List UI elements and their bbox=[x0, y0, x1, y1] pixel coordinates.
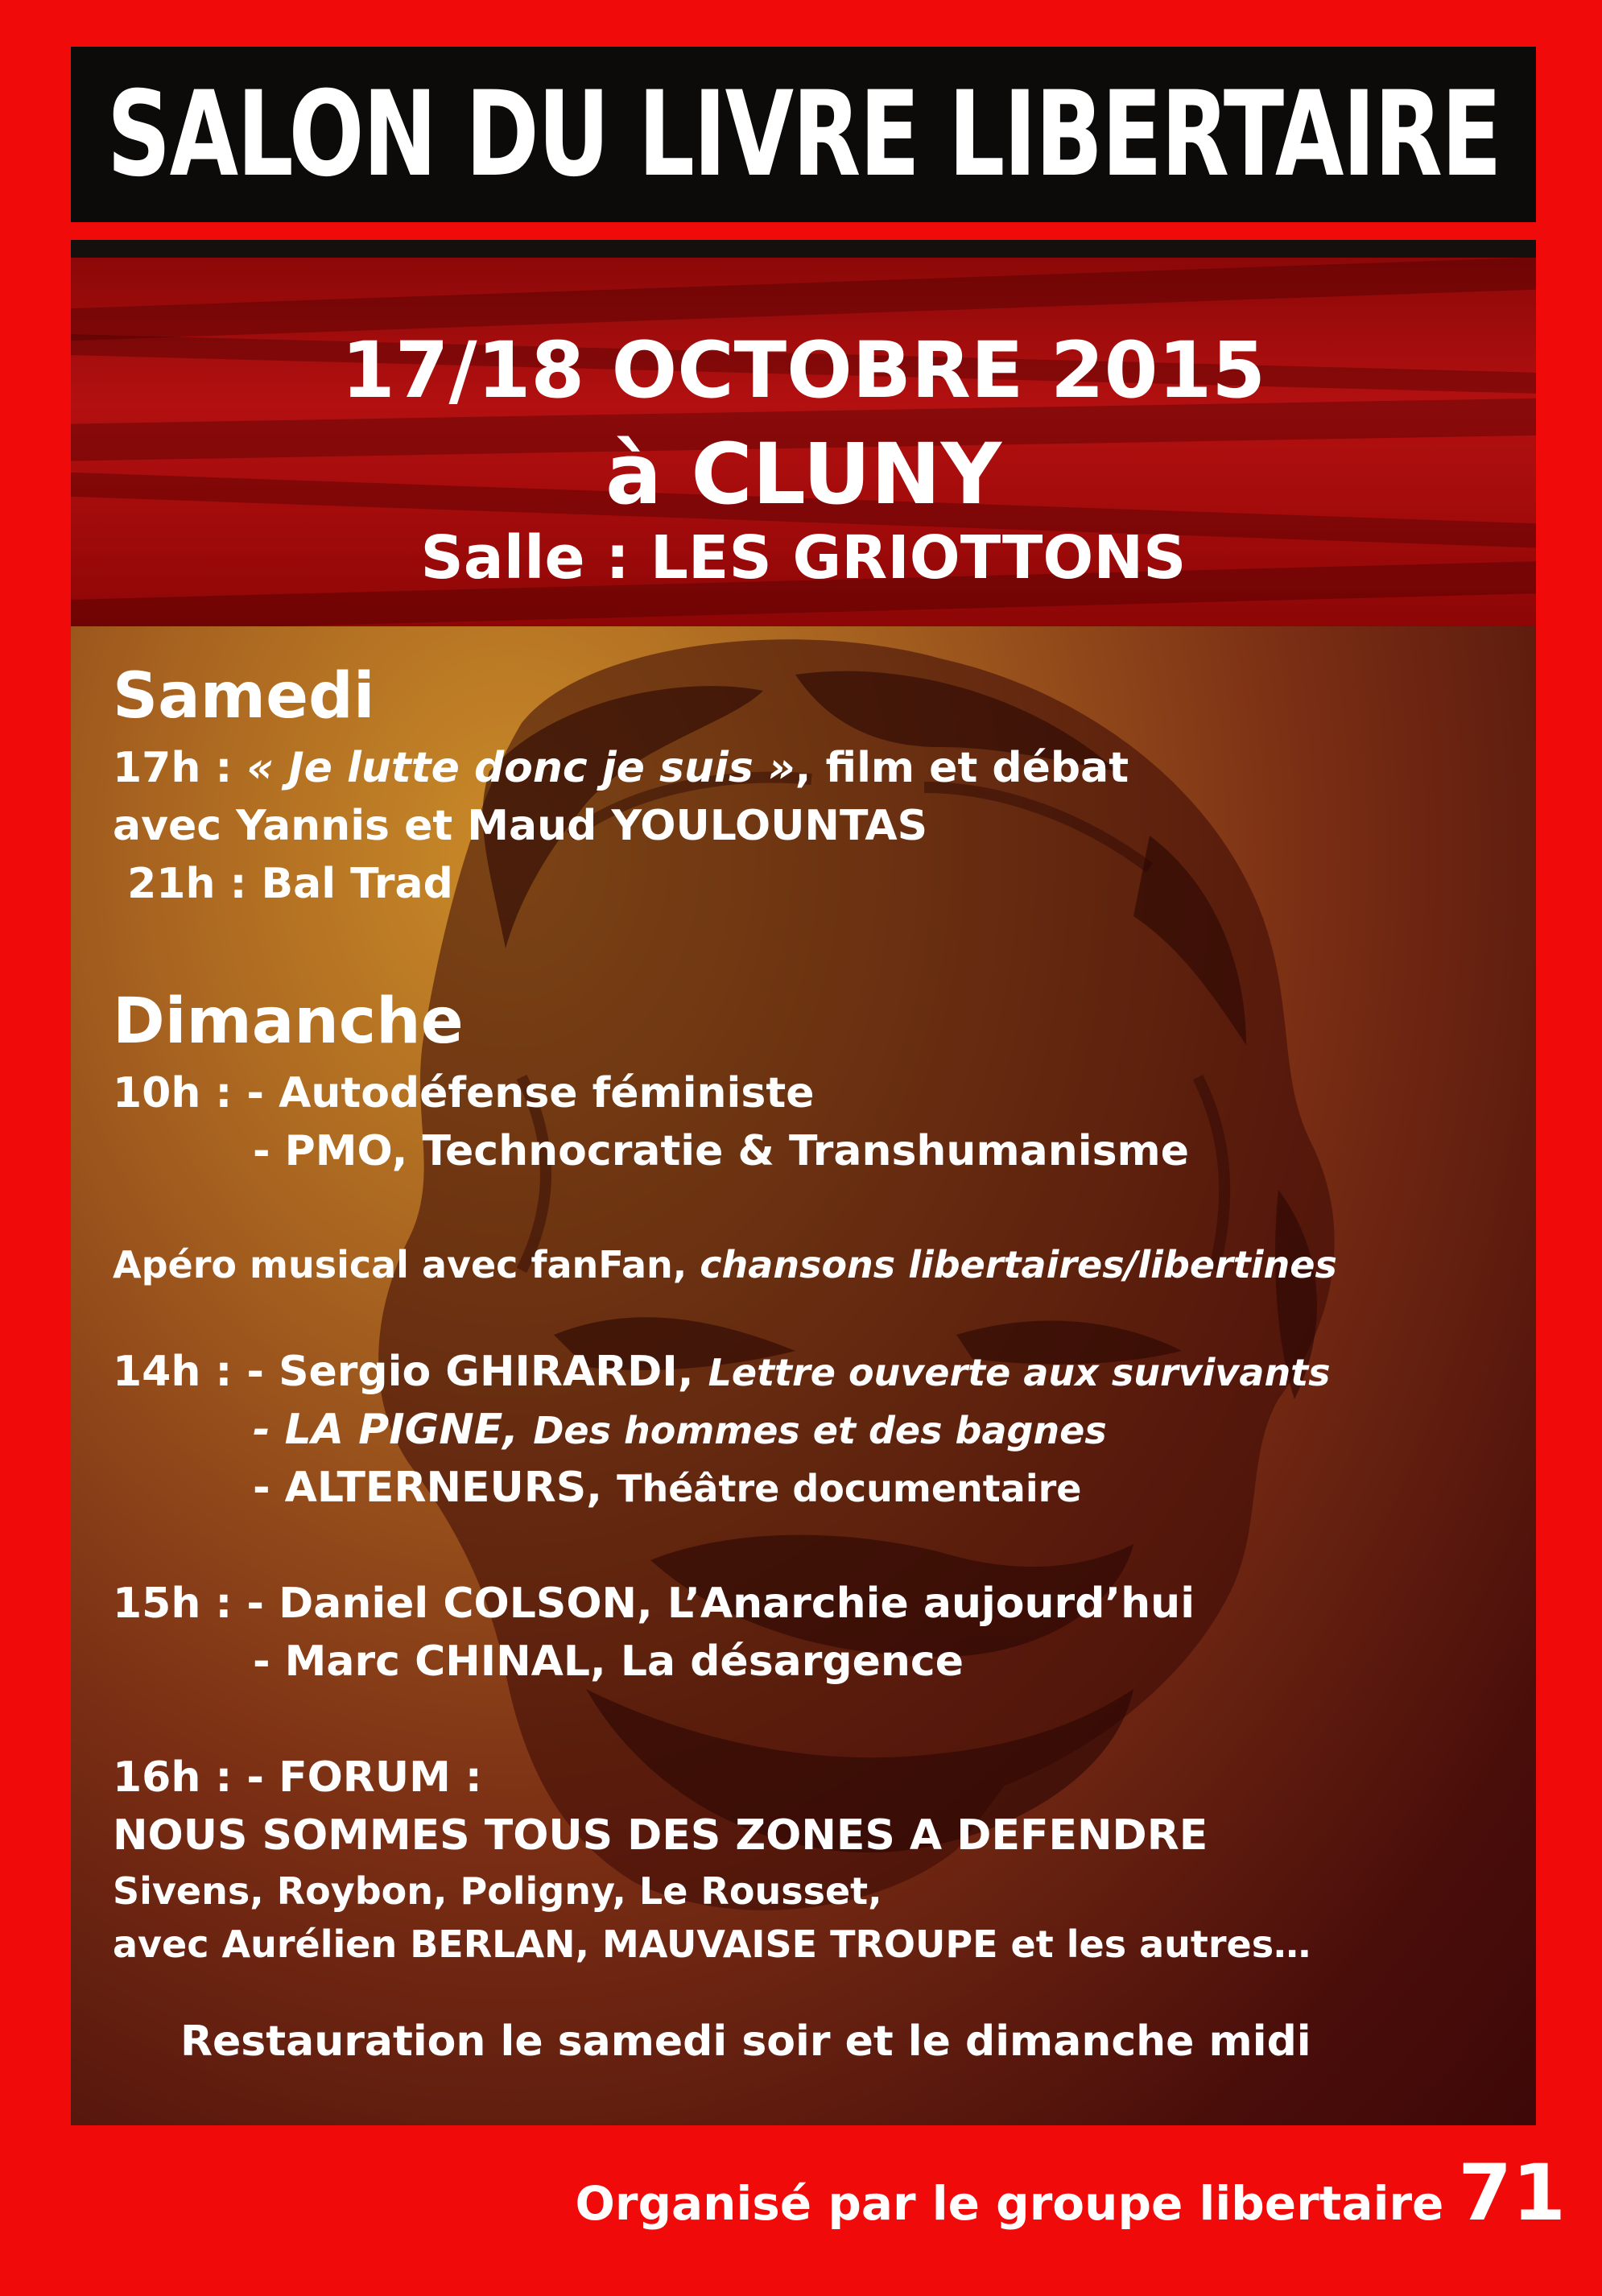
apero-main: Apéro musical avec fanFan, bbox=[113, 1243, 700, 1286]
film-desc: , film et débat bbox=[795, 744, 1129, 792]
event-place: à CLUNY bbox=[605, 425, 1002, 523]
saturday-line-21h: 21h : Bal Trad bbox=[113, 860, 453, 908]
sunday-10h-b: - PMO, Technocratie & Transhumanisme bbox=[253, 1127, 1189, 1175]
film-title: « Je lutte donc je suis » bbox=[246, 744, 795, 792]
organizer-label: Organisé par le groupe libertaire bbox=[575, 2176, 1444, 2231]
sunday-16h-c: Sivens, Roybon, Poligny, Le Rousset, bbox=[113, 1869, 882, 1913]
event-venue: Salle : LES GRIOTTONS bbox=[420, 523, 1187, 593]
time-17h: 17h : bbox=[113, 744, 247, 792]
saturday-heading: Samedi bbox=[113, 660, 375, 733]
apero-line bbox=[113, 1243, 1337, 1286]
catering-note: Restauration le samedi soir et le dimanche midi bbox=[180, 2017, 1311, 2066]
footer bbox=[0, 2125, 1602, 2296]
sunday-16h-d: avec Aurélien BERLAN, MAUVAISE TROUPE et les autres… bbox=[113, 1922, 1311, 1966]
sunday-heading: Dimanche bbox=[113, 985, 464, 1058]
poster-title: SALON DU LIVRE LIBERTAIRE bbox=[106, 66, 1501, 203]
divider-line bbox=[71, 240, 1536, 258]
sunday-14h-b-main: - LA PIGNE, bbox=[253, 1406, 534, 1454]
organizer-number: 71 bbox=[1458, 2148, 1566, 2238]
sunday-14h-a-main: 14h : - Sergio GHIRARDI, bbox=[113, 1348, 708, 1396]
saturday-line-17h bbox=[113, 744, 1129, 792]
sunday-15h-b: - Marc CHINAL, La désargence bbox=[253, 1637, 964, 1686]
event-header bbox=[71, 258, 1536, 626]
sunday-14h-a bbox=[113, 1348, 1331, 1396]
sunday-10h-a: 10h : - Autodéfense féministe bbox=[113, 1069, 815, 1117]
sunday-14h-c-rest: Théâtre documentaire bbox=[617, 1467, 1082, 1510]
sunday-15h-a: 15h : - Daniel COLSON, L’Anarchie aujourd’hui bbox=[113, 1580, 1195, 1628]
sunday-16h-b: NOUS SOMMES TOUS DES ZONES A DEFENDRE bbox=[113, 1811, 1208, 1860]
sunday-14h-b bbox=[253, 1406, 1107, 1454]
sunday-14h-c bbox=[253, 1464, 1081, 1512]
organizer-line bbox=[576, 2148, 1566, 2238]
saturday-line-guests: avec Yannis et Maud YOULOUNTAS bbox=[113, 802, 928, 850]
sunday-14h-b-italic: Des hommes et des bagnes bbox=[533, 1409, 1107, 1452]
apero-italic: chansons libertaires/libertines bbox=[700, 1243, 1337, 1286]
event-date: 17/18 OCTOBRE 2015 bbox=[341, 325, 1266, 415]
sunday-16h-a: 16h : - FORUM : bbox=[113, 1753, 482, 1802]
sunday-14h-a-italic: Lettre ouverte aux survivants bbox=[708, 1351, 1331, 1394]
title-banner bbox=[71, 47, 1536, 222]
program-panel bbox=[71, 626, 1536, 2125]
sunday-14h-c-main: - ALTERNEURS, bbox=[253, 1464, 617, 1512]
